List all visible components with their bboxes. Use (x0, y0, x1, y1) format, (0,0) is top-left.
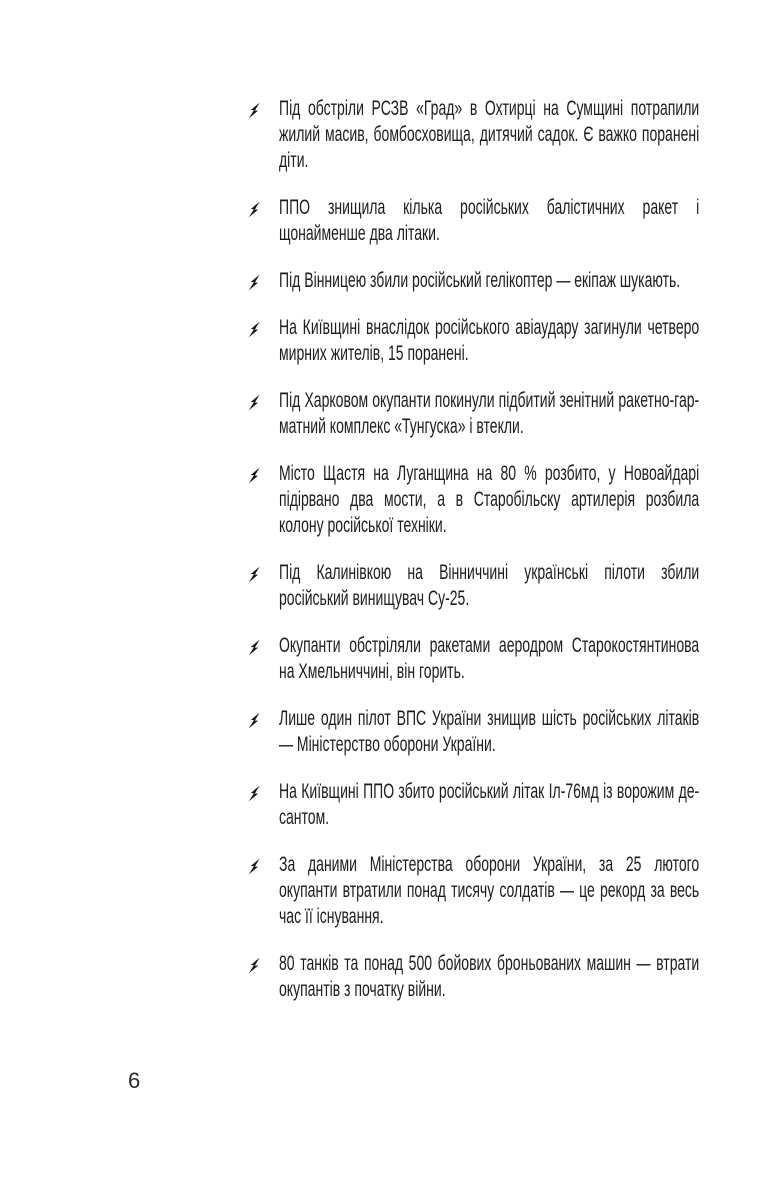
list-item-text: На Київщині внаслідок російського авіаудару загинули четверо мирних жителів, 15 поранені. (279, 316, 700, 365)
lightning-bolt-icon (246, 712, 263, 729)
list-item-text: Під обстріли РСЗВ «Град» в Охтирці на Сумщині потрапили жилий масив, бомбосховища, дитячий садок. Є важко поранені діти. (279, 97, 700, 172)
list-item (246, 315, 771, 367)
lightning-bolt-icon (246, 639, 263, 656)
list-item (246, 560, 771, 612)
lightning-bolt-icon (246, 274, 263, 291)
list-item-text: За даними Міністерства оборони України, за 25 лютого окупанти втратили понад тисячу солдатів — це рекорд за весь час її існування. (279, 853, 700, 928)
list-item (246, 951, 771, 1003)
list-item (246, 779, 771, 831)
list-item-text: 80 танків та понад 500 бойових броньованих машин — втрати окупантів з початку війни. (279, 952, 700, 1001)
lightning-bolt-icon (246, 394, 263, 411)
lightning-bolt-icon (246, 467, 263, 484)
lightning-bolt-icon (246, 566, 263, 583)
list-item (246, 388, 771, 440)
list-item-text: ППО знищила кілька російських балістичних ракет і щонайменше два літаки. (279, 196, 700, 245)
list-item-text: Окупанти обстріляли ракетами аеродром Старокостянтинова на Хмельниччині, він горить. (279, 634, 700, 683)
list-item (246, 852, 771, 930)
list-item-text: Під Вінницею збили російський гелікоптер — екіпаж шукають. (279, 269, 681, 292)
list-item-text: Лише один пілот ВПС України знищив шість російських літаків — Міністерство оборони України. (279, 707, 700, 756)
lightning-bolt-icon (246, 785, 263, 802)
list-item (246, 706, 771, 758)
list-item-text: Під Калинівкою на Вінниччині українські пілоти збили російський винищувач Су-25. (279, 561, 700, 610)
list-item-text: Під Харковом окупанти покинули підбитий зенітний ракетно-гарматний комплекс «Тунгуска» і втекли. (279, 389, 700, 438)
lightning-bolt-icon (246, 858, 263, 875)
lightning-bolt-icon (246, 201, 263, 218)
bullet-list (246, 96, 771, 1024)
list-item (246, 633, 771, 685)
lightning-bolt-icon (246, 957, 263, 974)
list-item (246, 96, 771, 174)
lightning-bolt-icon (246, 102, 263, 119)
list-item (246, 268, 771, 294)
page-number: 6 (128, 1068, 141, 1093)
lightning-bolt-icon (246, 321, 263, 338)
list-item (246, 195, 771, 247)
list-item-text: Місто Щастя на Луганщина на 80 % розбито, у Новоайдарі підірвано два мости, а в Старобільску артилерія розбила колону російської техніки. (279, 462, 700, 537)
list-item (246, 461, 771, 539)
list-item-text: На Київщині ППО збито російський літак Іл-76мд із ворожим десантом. (279, 780, 700, 829)
